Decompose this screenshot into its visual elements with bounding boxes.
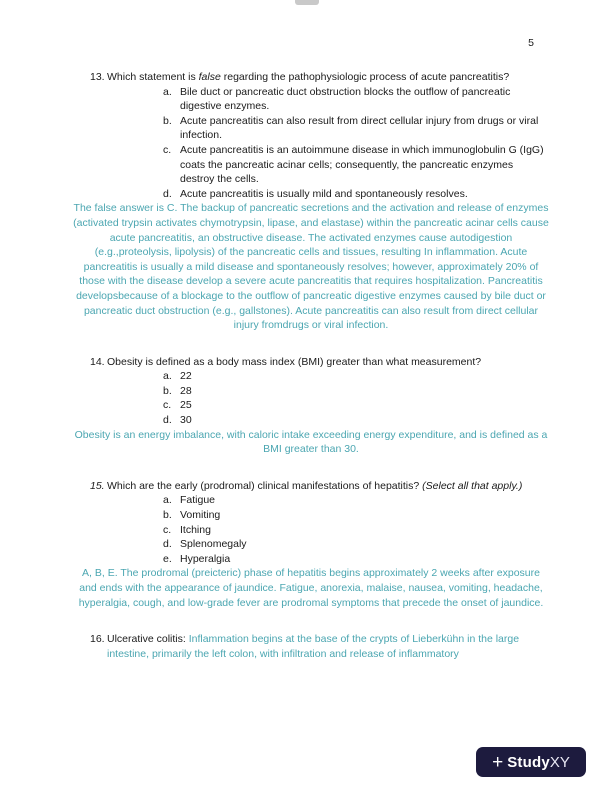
answer-text: The false answer is C. The backup of pancreatic secretions and the activation and release of enzymes (activated trypsin activates chymotrypsin, lipase, and elastase) within the pancreatic acinar cells cause acute pancreatitis, an obstructive disease. The activated enzymes cause autodigestion (e.g.,proteolysis, lipolysis) of the pancreatic cells and tissues, resulting In inflammation. Acute pancreatitis is usually a mild disease and spontaneously resolves; however, approximately 20% of those with the disease develop a severe acute pancreatitis that requires hospitalization. Pancreatitis developsbecause of a blockage to the outflow of pancreatic digestive enzymes caused by bile duct or pancreatic duct obstruction (e.g., gallstones). Acute pancreatitis can also result from direct cellular injury fromdrugs or viral infection.: [73, 202, 549, 332]
option-letter: b.: [163, 509, 172, 522]
option-item: [72, 552, 550, 567]
question-number: 14.: [90, 355, 105, 368]
question-line: [72, 355, 550, 370]
option-item: [72, 493, 550, 508]
option-text: Acute pancreatitis is usually mild and spontaneously resolves.: [180, 187, 468, 200]
option-item: [72, 523, 550, 538]
brand-name-light: XY: [549, 753, 570, 771]
option-item: [72, 85, 550, 114]
option-letter: d.: [163, 187, 172, 200]
question-text-post: regarding the pathophysiologic process of acute pancreatitis?: [220, 71, 510, 83]
question-text-italic: false: [198, 71, 221, 83]
option-letter: c.: [163, 523, 172, 536]
question-text-pre: Which are the early (prodromal) clinical manifestations of hepatitis?: [107, 479, 423, 492]
question-text-pre: Which statement is: [107, 71, 199, 83]
option-item: [72, 508, 550, 523]
option-text: Splenomegaly: [180, 538, 247, 551]
option-text: Hyperalgia: [180, 552, 231, 565]
option-text: Bile duct or pancreatic duct obstruction blocks the outflow of pancreatic digestive enzymes.: [180, 85, 511, 113]
option-text: 30: [180, 414, 192, 427]
option-text: 28: [180, 384, 192, 397]
question-term: Ulcerative colitis: [107, 633, 183, 646]
option-item: [72, 369, 550, 384]
option-letter: e.: [163, 552, 172, 565]
option-item: [72, 384, 550, 399]
options-list: [72, 369, 550, 427]
question-text-italic: (Select all that apply.): [422, 479, 523, 492]
option-item: [72, 114, 550, 143]
option-item: [72, 537, 550, 552]
question-line: [72, 70, 550, 85]
option-text: 22: [180, 370, 192, 383]
question-text: [107, 479, 550, 494]
option-letter: a.: [163, 370, 172, 383]
option-letter: a.: [163, 494, 172, 507]
question-line: [72, 479, 550, 494]
question-text: [107, 632, 550, 661]
option-letter: c.: [163, 399, 172, 412]
question-15: [72, 479, 550, 610]
question-13: [72, 70, 550, 333]
option-letter: d.: [163, 538, 172, 551]
question-line: [72, 632, 550, 661]
option-item: [72, 187, 550, 202]
studyxy-logo: [476, 747, 586, 777]
question-number: 16.: [90, 633, 105, 646]
option-letter: d.: [163, 414, 172, 427]
question-text: Obesity is defined as a body mass index (BMI) greater than what measurement?: [107, 355, 482, 368]
brand-name-bold: Study: [507, 753, 550, 771]
option-letter: c.: [163, 143, 172, 156]
plus-icon: +: [492, 751, 504, 773]
question-text: [107, 70, 550, 85]
option-text: 25: [180, 399, 192, 412]
cropped-header-artifact: [295, 0, 319, 5]
option-item: [72, 413, 550, 428]
inline-answer-text: Inflammation begins at the base of the crypts of Lieberkühn in the large intestine, primarily the left colon, with infiltration and release of inflammatory: [107, 633, 520, 660]
question-number: 15.: [90, 479, 105, 492]
option-text: Vomiting: [180, 509, 221, 522]
option-letter: a.: [163, 85, 172, 98]
answer-text: A, B, E. The prodromal (preicteric) phase of hepatitis begins approximately 2 weeks after exposure and ends with the appearance of jaundice. Fatigue, anorexia, malaise, nausea, vomiting, headache, hyperalgia, cough, and low-grade fever are prodromal symptoms that precede the onset of jaundice.: [78, 567, 544, 609]
answer-text: Obesity is an energy imbalance, with caloric intake exceeding energy expenditure, and is defined as a BMI greater than 30.: [74, 428, 548, 456]
option-text: Acute pancreatitis is an autoimmune disease in which immunoglobulin G (IgG) coats the pancreatic acinar cells; consequently, the pancreatic enzymes destroy the cells.: [180, 143, 544, 186]
option-text: Fatigue: [180, 494, 216, 507]
term-separator: :: [182, 633, 189, 646]
options-list: [72, 85, 550, 202]
question-16: [72, 632, 550, 661]
option-letter: b.: [163, 384, 172, 397]
question-14: [72, 355, 550, 457]
options-list: [72, 493, 550, 566]
question-number: 13.: [90, 71, 105, 83]
option-item: [72, 143, 550, 187]
option-text: Acute pancreatitis can also result from direct cellular injury from drugs or viral infection.: [180, 114, 539, 142]
option-letter: b.: [163, 114, 172, 127]
option-item: [72, 398, 550, 413]
page-number: 5: [528, 37, 534, 49]
option-text: Itching: [180, 523, 211, 536]
